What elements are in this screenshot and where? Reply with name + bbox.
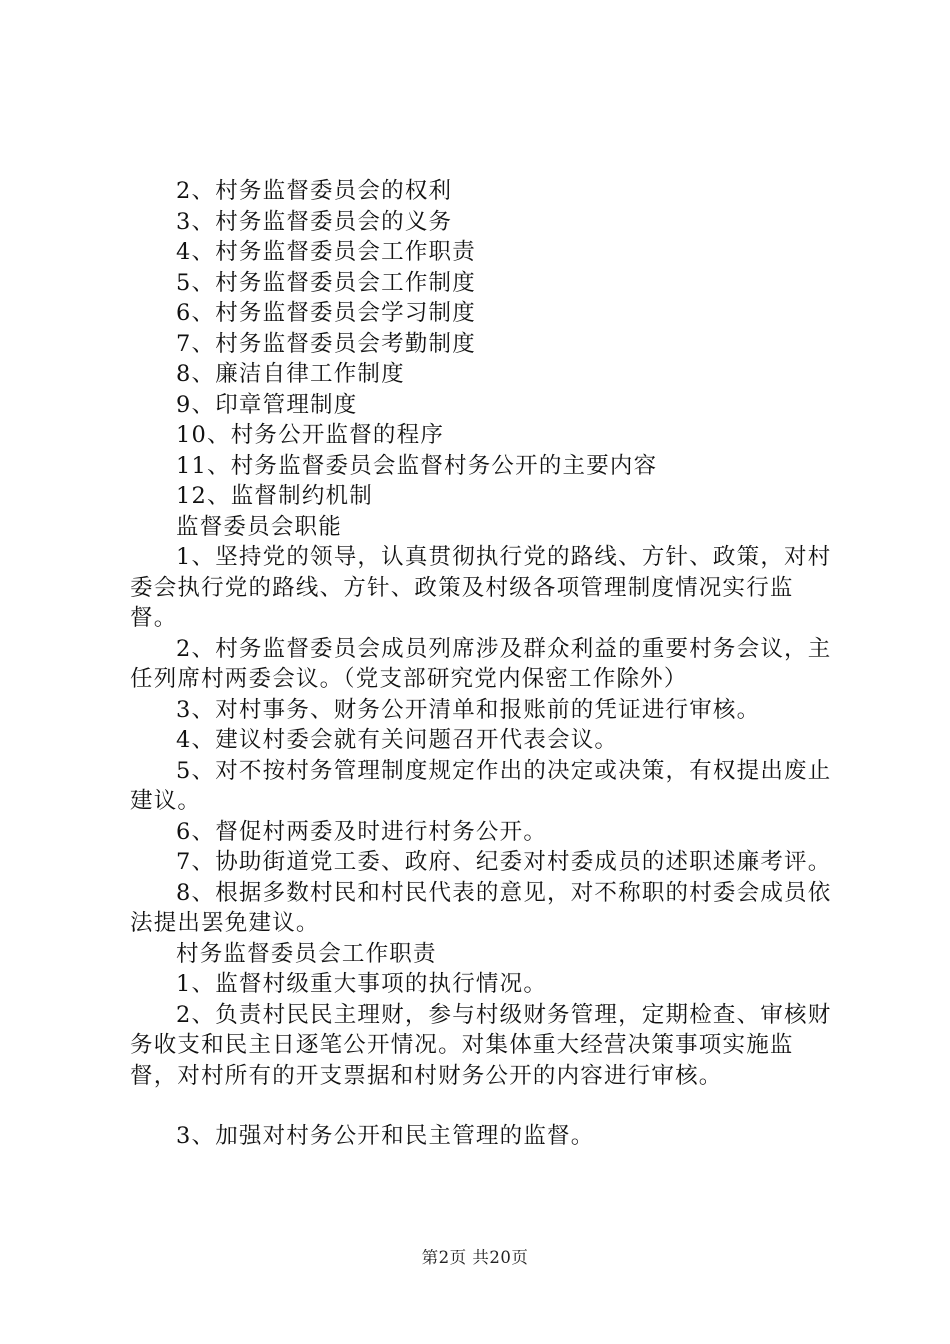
paragraph: 1、监督村级重大事项的执行情况。 (176, 971, 548, 997)
paragraph: 5、村务监督委员会工作制度 (176, 269, 476, 296)
paragraph: 9、印章管理制度 (176, 391, 358, 418)
paragraph: 3、加强对村务公开和民主管理的监督。 (176, 1123, 595, 1149)
paragraph: 10、村务公开监督的程序 (176, 422, 445, 448)
paragraph: 8、廉洁自律工作制度 (176, 361, 405, 387)
paragraph-gap (130, 1091, 840, 1121)
paragraph: 7、村务监督委员会考勤制度 (176, 330, 476, 357)
section-heading: 村务监督委员会工作职责 (176, 940, 437, 967)
document-body (130, 176, 840, 1152)
paragraph: 4、村务监督委员会工作职责 (176, 239, 476, 265)
page-footer: 第2页 共20页 (421, 1248, 529, 1267)
paragraph: 6、督促村两委及时进行村务公开。 (176, 818, 548, 845)
paragraph: 5、对不按村务管理制度规定作出的决定或决策，有权提出废止建议。 (130, 757, 832, 814)
paragraph: 4、建议村委会就有关问题召开代表会议。 (176, 727, 619, 753)
paragraph: 11、村务监督委员会监督村务公开的主要内容 (176, 452, 658, 479)
paragraph: 3、对村事务、财务公开清单和报账前的凭证进行审核。 (176, 696, 761, 723)
paragraph: 7、协助街道党工委、政府、纪委对村委成员的述职述廉考评。 (176, 849, 832, 875)
paragraph: 2、负责村民民主理财，参与村级财务管理，定期检查、审核财务收支和民主日逐笔公开情况。对集体重大经营决策事项实施监督，对村所有的开支票据和村财务公开的内容进行审核。 (130, 1001, 832, 1089)
paragraph: 6、村务监督委员会学习制度 (176, 300, 476, 326)
paragraph: 1、坚持党的领导，认真贯彻执行党的路线、方针、政策，对村委会执行党的路线、方针、政策及村级各项管理制度情况实行监督。 (130, 544, 832, 631)
paragraph: 8、根据多数村民和村民代表的意见，对不称职的村委会成员依法提出罢免建议。 (130, 879, 832, 936)
paragraph: 2、村务监督委员会成员列席涉及群众利益的重要村务会议，主任列席村两委会议。（党支部研究党内保密工作除外） (130, 635, 832, 692)
section-heading: 监督委员会职能 (176, 513, 342, 540)
paragraph: 2、村务监督委员会的权利 (176, 178, 453, 204)
paragraph: 3、村务监督委员会的义务 (176, 208, 453, 235)
paragraph: 12、监督制约机制 (176, 483, 373, 509)
